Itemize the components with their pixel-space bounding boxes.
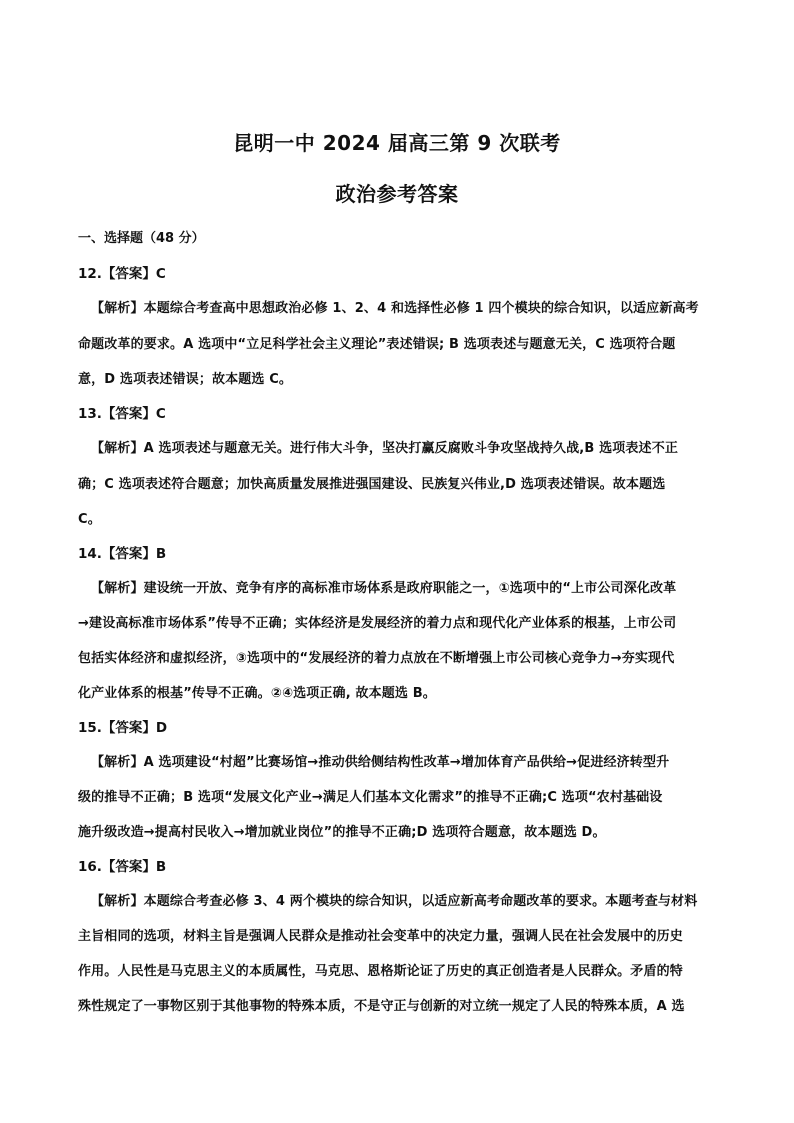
explanation-line: 作用。人民性是马克思主义的本质属性，马克思、恩格斯论证了历史的真正创造者是人民群众。矛盾的特 <box>78 964 683 979</box>
explanation-line: →建设高标准市场体系”传导不正确；实体经济是发展经济的着力点和现代化产业体系的根基，上市公司 <box>78 616 677 631</box>
explanation-line: 意，D 选项表述错误；故本题选 C。 <box>78 372 293 387</box>
explanation-line: 确；C 选项表述符合题意；加快高质量发展推进强国建设、民族复兴伟业,D 选项表述错误。故本题选 <box>78 477 666 492</box>
answer-heading-12: 12.【答案】C <box>78 266 166 282</box>
explanation-line: 【解析】A 选项建设“村超”比赛场馆→推动供给侧结构性改革→增加体育产品供给→促进经济转型升 <box>91 755 670 770</box>
explanation-line: 化产业体系的根基”传导不正确。②④选项正确, 故本题选 B。 <box>78 686 436 701</box>
document-subtitle: 政治参考答案 <box>335 182 459 206</box>
answer-heading-16: 16.【答案】B <box>78 859 167 875</box>
explanation-line: 【解析】建设统一开放、竞争有序的高标准市场体系是政府职能之一，①选项中的“上市公司深化改革 <box>91 581 677 596</box>
answer-heading-14: 14.【答案】B <box>78 546 167 562</box>
answer-heading-13: 13.【答案】C <box>78 406 166 422</box>
explanation-line: 殊性规定了一事物区别于其他事物的特殊本质，不是守正与创新的对立统一规定了人民的特殊本质，A 选 <box>78 999 685 1014</box>
document-title: 昆明一中 2024 届高三第 9 次联考 <box>233 131 561 155</box>
explanation-line: C。 <box>78 512 101 527</box>
answer-heading-15: 15.【答案】D <box>78 720 168 736</box>
section-heading: 一、选择题（48 分） <box>78 231 205 246</box>
explanation-line: 级的推导不正确；B 选项“发展文化产业→满足人们基本文化需求”的推导不正确;C 选项“农村基础设 <box>78 790 663 805</box>
explanation-line: 包括实体经济和虚拟经济，③选项中的“发展经济的着力点放在不断增强上市公司核心竞争力→夯实现代 <box>78 651 675 666</box>
explanation-line: 【解析】本题综合考查高中思想政治必修 1、2、4 和选择性必修 1 四个模块的综合知识，以适应新高考 <box>91 301 699 316</box>
explanation-line: 施升级改造→提高村民收入→增加就业岗位”的推导不正确;D 选项符合题意，故本题选 D。 <box>78 825 606 840</box>
explanation-line: 主旨相同的选项，材料主旨是强调人民群众是推动社会变革中的决定力量，强调人民在社会发展中的历史 <box>78 929 683 944</box>
explanation-line: 【解析】A 选项表述与题意无关。进行伟大斗争，坚决打赢反腐败斗争攻坚战持久战,B 选项表述不正 <box>91 441 679 456</box>
explanation-line: 命题改革的要求。A 选项中“立足科学社会主义理论”表述错误; B 选项表述与题意无关，C 选项符合题 <box>78 337 676 352</box>
explanation-line: 【解析】本题综合考查必修 3、4 两个模块的综合知识，以适应新高考命题改革的要求。本题考查与材料 <box>91 894 698 909</box>
